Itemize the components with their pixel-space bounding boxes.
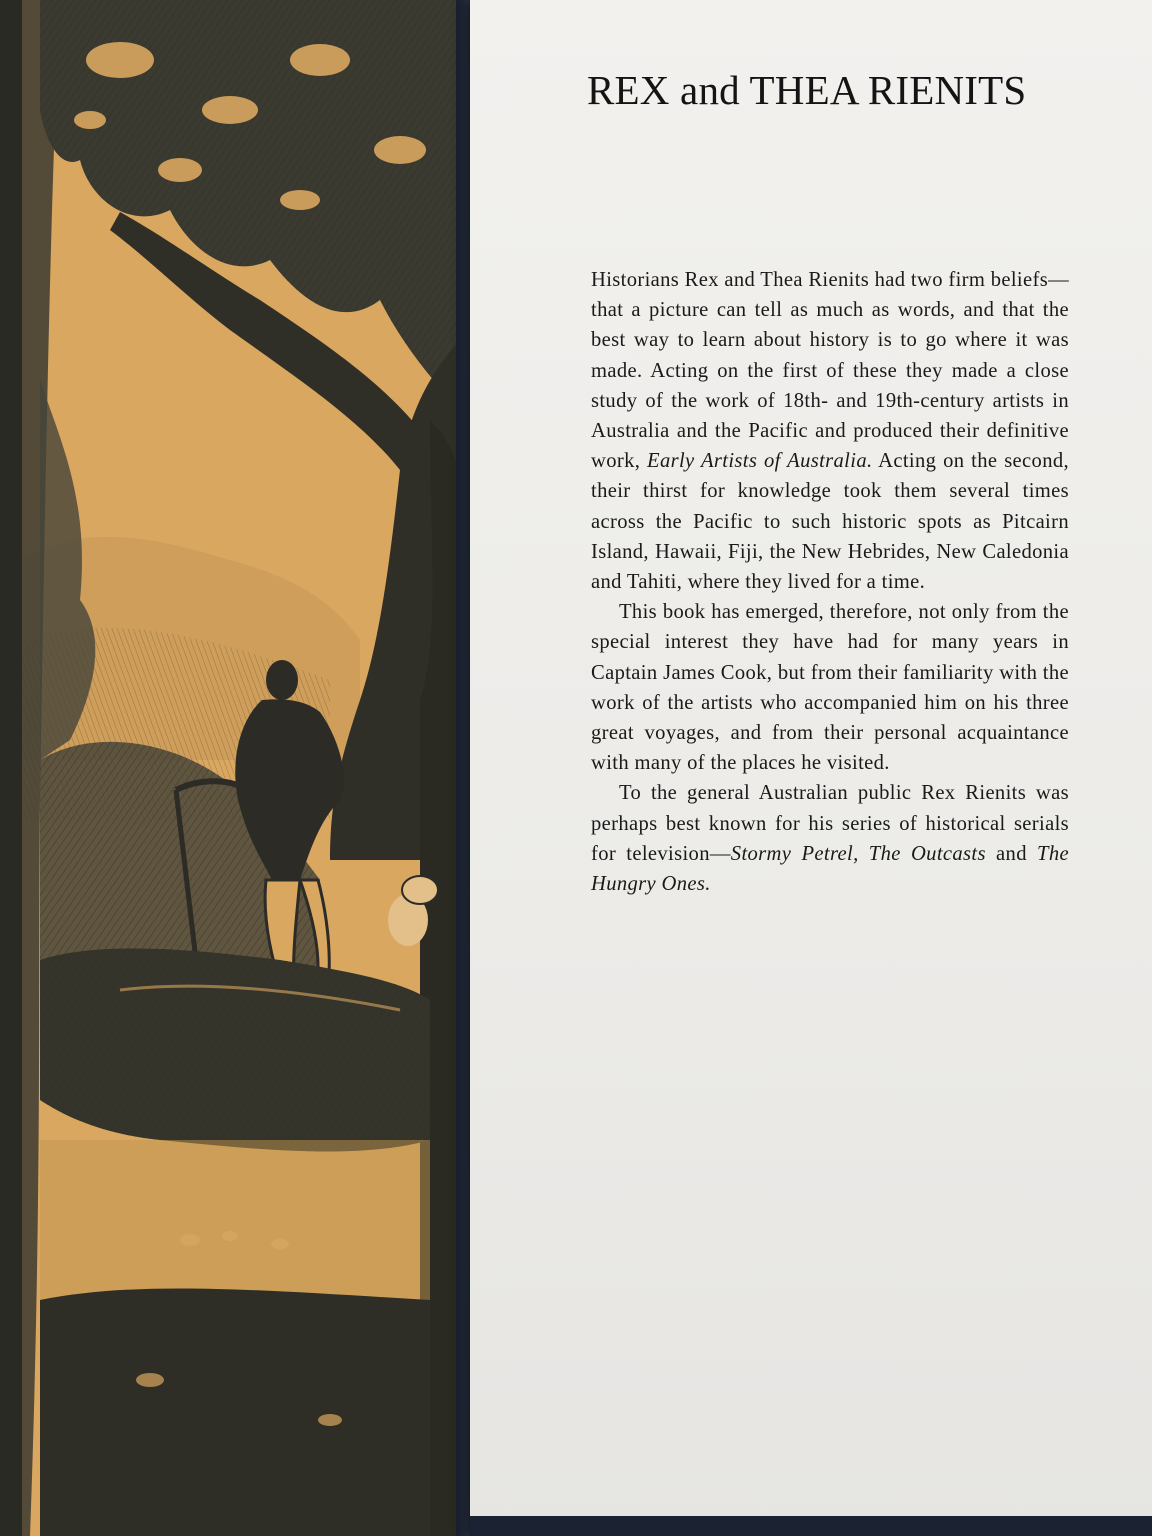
- paragraph-p1-segment: Historians Rex and Thea Rienits had two firm beliefs—that a picture can tell as much as words, and that the best way to learn about history is to go where it was made. Acting on the first of these they made a close study of the work of 18th- and 19th-century artists in Australia and the Pacific and produced their definitive work,: [591, 269, 1070, 473]
- paragraph-p2-segment: This book has emerged, therefore, not only from the special interest they have had for many years in Captain James Cook, but from their familiarity with the work of the artists who accompanied him on his three great voyages, and from their personal acquaintance with many of the places he visited.: [591, 601, 1069, 775]
- paragraph-p3-segment: and: [985, 842, 1038, 865]
- paragraph-p1: [591, 265, 1069, 597]
- paragraph-p3: [591, 778, 1069, 899]
- landscape-engraving: [0, 0, 470, 1536]
- flap-bottom-edge: [470, 1516, 1152, 1536]
- flap-body: [591, 265, 1069, 899]
- paragraph-p3-segment: The Hungry Ones.: [591, 842, 1069, 896]
- paragraph-p2: [591, 597, 1069, 778]
- flap-heading: REX and THEA RIENITS: [587, 67, 1027, 113]
- paragraph-p3-segment: Stormy Petrel, The Outcasts: [730, 842, 986, 865]
- jacket-flap: [470, 0, 1152, 1536]
- paragraph-p3-segment: To the general Australian public Rex Rienits was perhaps best known for his series of historical serials for television—: [591, 782, 1069, 865]
- paragraph-p1-segment: Early Artists of Australia.: [647, 450, 873, 473]
- paragraph-p1-segment: Acting on the second, their thirst for knowledge took them several times across the Pacific to such historic spots as Pitcairn Island, Hawaii, Fiji, the New Hebrides, New Caledonia and Tahiti, where they lived for a time.: [591, 450, 1069, 594]
- endpaper-illustration: [0, 0, 470, 1536]
